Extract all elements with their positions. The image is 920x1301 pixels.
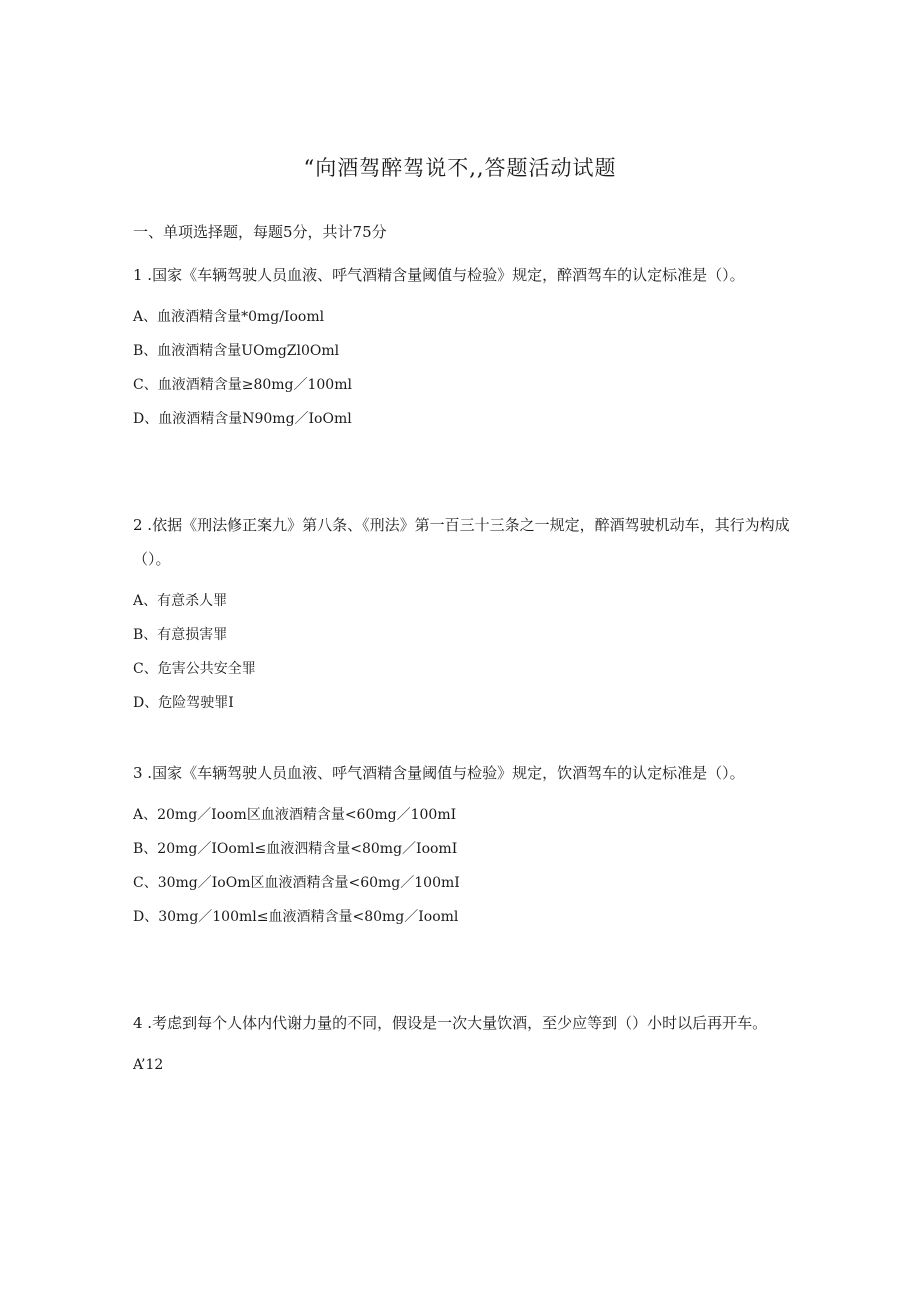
question-2 bbox=[133, 508, 793, 720]
option-d: D、血液酒精含量N90mg／IoOml bbox=[133, 411, 352, 427]
question-3 bbox=[133, 756, 793, 934]
option-list bbox=[133, 584, 793, 720]
option-c: C、30mg／IoOm区血液酒精含量<60mg／100mI bbox=[133, 875, 460, 891]
question-stem: 1 .国家《车辆驾驶人员血液、呼气酒精含量阈值与检验》规定，醉酒驾车的认定标准是（）。 bbox=[133, 266, 745, 284]
option-list bbox=[133, 300, 793, 436]
option-c: C、血液酒精含量≥80mg／100ml bbox=[133, 377, 352, 393]
option-b: B、有意损害罪 bbox=[133, 627, 228, 643]
option-a: A、20mg／Ioom区血液酒精含量<60mg／100mI bbox=[133, 807, 457, 823]
option-a: A、血液酒精含量*0mg/Iooml bbox=[133, 309, 325, 325]
option-a: A’12 bbox=[133, 1057, 164, 1073]
option-b: B、20mg／IOoml≤血液泗精含量<80mg／IoomI bbox=[133, 841, 458, 857]
option-d: D、30mg／100ml≤血液酒精含量<80mg／Iooml bbox=[133, 909, 459, 925]
option-c: C、危害公共安全罪 bbox=[133, 661, 256, 677]
option-list bbox=[133, 798, 793, 934]
option-b: B、血液酒精含量UOmgZl0Oml bbox=[133, 343, 340, 359]
option-a: A、有意杀人罪 bbox=[133, 593, 228, 609]
question-stem: 2 .依据《刑法修正案九》第八条、《刑法》第一百三十三条之一规定，醉酒驾驶机动车，其行为构成（）。 bbox=[133, 516, 790, 568]
page-title: “向酒驾醉驾说不,,答题活动试题 bbox=[303, 156, 617, 180]
question-stem: 3 .国家《车辆驾驶人员血液、呼气酒精含量阈值与检验》规定，饮酒驾车的认定标准是（）。 bbox=[133, 764, 745, 782]
question-4 bbox=[133, 1006, 793, 1082]
question-1 bbox=[133, 258, 793, 436]
option-d: D、危险驾驶罪I bbox=[133, 695, 234, 711]
section-heading: 一、单项选择题，每题5分，共计75分 bbox=[133, 223, 387, 241]
question-stem: 4 .考虑到每个人体内代谢力量的不同，假设是一次大量饮酒，至少应等到（）小时以后再开车。 bbox=[133, 1014, 768, 1032]
option-list bbox=[133, 1048, 793, 1082]
